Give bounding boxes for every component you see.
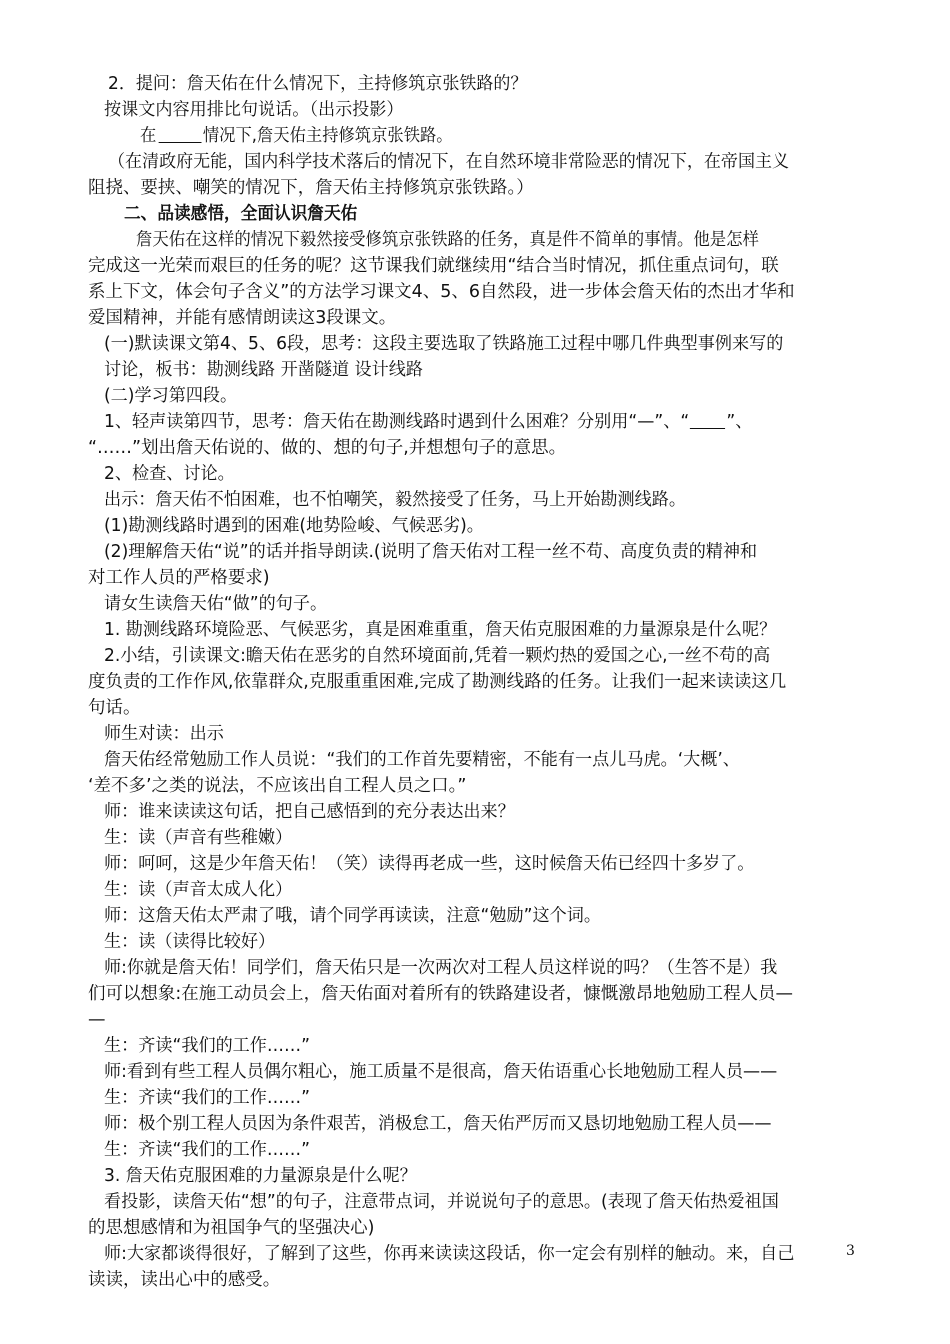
text-line: 系上下文，体会句子含义”的方法学习课文4、5、6自然段，进一步体会詹天佑的杰出才华和 <box>88 282 795 302</box>
text-line: 看投影，读詹天佑“想”的句子，注意带点词，并说说句子的意思。(表现了詹天佑热爱祖国 <box>104 1192 779 1212</box>
text-line: ‘差不多’之类的说法，不应该出自工程人员之口。” <box>88 776 467 796</box>
text-line <box>140 123 862 149</box>
text-fragment: ”、 <box>726 412 753 432</box>
text-line: 生：读（声音太成人化） <box>104 880 293 900</box>
text-line: 请女生读詹天佑“做”的句子。 <box>104 594 328 614</box>
text-line: “……”划出詹天佑说的、做的、想的句子,并想想句子的意思。 <box>88 438 567 458</box>
text-line: 生：读（读得比较好） <box>104 932 276 952</box>
text-line: 师：这詹天佑太严肃了哦，请个同学再读读，注意“勉励”这个词。 <box>104 906 601 926</box>
text-line: 师：谁来读读这句话，把自己感悟到的充分表达出来？ <box>104 802 515 822</box>
text-line: 3. 詹天佑克服困难的力量源泉是什么呢？ <box>104 1166 417 1186</box>
text-line: (1)勘测线路时遇到的困难(地势险峻、气候恶劣)。 <box>104 516 484 536</box>
text-line: 句话。 <box>88 698 141 718</box>
page-number: 3 <box>846 1243 855 1259</box>
text-fragment: 情况下,詹天佑主持修筑京张铁路。 <box>202 126 453 146</box>
text-line: — <box>88 1010 106 1030</box>
text-line: (一)默读课文第4、5、6段，思考：这段主要选取了铁路施工过程中哪几件典型事例来写的 <box>104 334 784 354</box>
text-line: 詹天佑经常勉励工作人员说：“我们的工作首先要精密，不能有一点儿马虎。‘大概’、 <box>104 750 740 770</box>
fill-in-blank <box>690 414 725 429</box>
text-line: 师：呵呵，这是少年詹天佑！（笑）读得再老成一些，这时候詹天佑已经四十多岁了。 <box>104 854 755 874</box>
section-heading: 二、品读感悟，全面认识詹天佑 <box>124 204 358 224</box>
text-line: 生：齐读“我们的工作……” <box>104 1036 311 1056</box>
text-line: 2、检查、讨论。 <box>104 464 235 484</box>
text-line: 师:你就是詹天佑！同学们，詹天佑只是一次两次对工程人员这样说的吗？（生答不是）我 <box>104 958 778 978</box>
text-line <box>104 409 862 435</box>
text-line: 按课文内容用排比句说话。（出示投影） <box>104 100 404 120</box>
text-line: 讨论，板书：勘测线路 开凿隧道 设计线路 <box>104 360 423 380</box>
text-line: 出示：詹天佑不怕困难，也不怕嘲笑，毅然接受了任务，马上开始勘测线路。 <box>104 490 686 510</box>
text-line: 2．提问：詹天佑在什么情况下，主持修筑京张铁路的？ <box>108 74 528 94</box>
fill-in-blank <box>158 126 201 143</box>
text-line: 度负责的工作作风,依靠群众,克服重重困难,完成了勘测线路的任务。让我们一起来读读这几 <box>88 672 787 692</box>
text-line: (2)理解詹天佑“说”的话并指导朗读.(说明了詹天佑对工程一丝不苟、高度负责的精神和 <box>104 542 758 562</box>
text-line: 生：齐读“我们的工作……” <box>104 1088 311 1108</box>
text-line: 对工作人员的严格要求) <box>88 568 270 588</box>
text-line: 师生对读：出示 <box>104 724 224 744</box>
text-line: 师:看到有些工程人员偶尔粗心，施工质量不是很高，詹天佑语重心长地勉励工程人员—— <box>104 1062 778 1082</box>
text-fragment: 在 <box>140 126 157 146</box>
text-line: 詹天佑在这样的情况下毅然接受修筑京张铁路的任务，真是件不简单的事情。他是怎样 <box>136 230 759 250</box>
text-line: 师：极个别工程人员因为条件艰苦，消极怠工，詹天佑严厉而又恳切地勉励工程人员—— <box>104 1114 772 1134</box>
text-line: 阻挠、要挟、嘲笑的情况下，詹天佑主持修筑京张铁路。） <box>88 178 534 198</box>
text-line: （在清政府无能，国内科学技术落后的情况下，在自然环境非常险恶的情况下，在帝国主义 <box>108 152 790 172</box>
text-line: 读读，读出心中的感受。 <box>88 1270 281 1290</box>
text-line: 的思想感情和为祖国争气的坚强决心) <box>88 1218 375 1238</box>
text-line: 生：齐读“我们的工作……” <box>104 1140 311 1160</box>
text-line: 爱国精神，并能有感情朗读这3段课文。 <box>88 308 397 328</box>
text-line: 师:大家都谈得很好，了解到了这些，你再来读读这段话，你一定会有别样的触动。来，自己 <box>104 1244 795 1264</box>
text-line: 1. 勘测线路环境险恶、气候恶劣，真是困难重重，詹天佑克服困难的力量源泉是什么呢？ <box>104 620 777 640</box>
text-line: 2.小结，引读课文:瞻天佑在恶劣的自然环境面前,凭着一颗灼热的爱国之心,一丝不苟的高 <box>104 646 771 666</box>
text-line: (二)学习第四段。 <box>104 386 238 406</box>
text-line: 完成这一光荣而艰巨的任务的呢？这节课我们就继续用“结合当时情况，抓住重点词句，联 <box>88 256 779 276</box>
text-line: 们可以想象:在施工动员会上，詹天佑面对着所有的铁路建设者，慷慨激昂地勉励工程人员— <box>88 984 793 1004</box>
text-fragment: 1、轻声读第四节，思考：詹天佑在勘测线路时遇到什么困难？分别用“—”、“ <box>104 412 690 432</box>
text-line: 生：读（声音有些稚嫩） <box>104 828 293 848</box>
